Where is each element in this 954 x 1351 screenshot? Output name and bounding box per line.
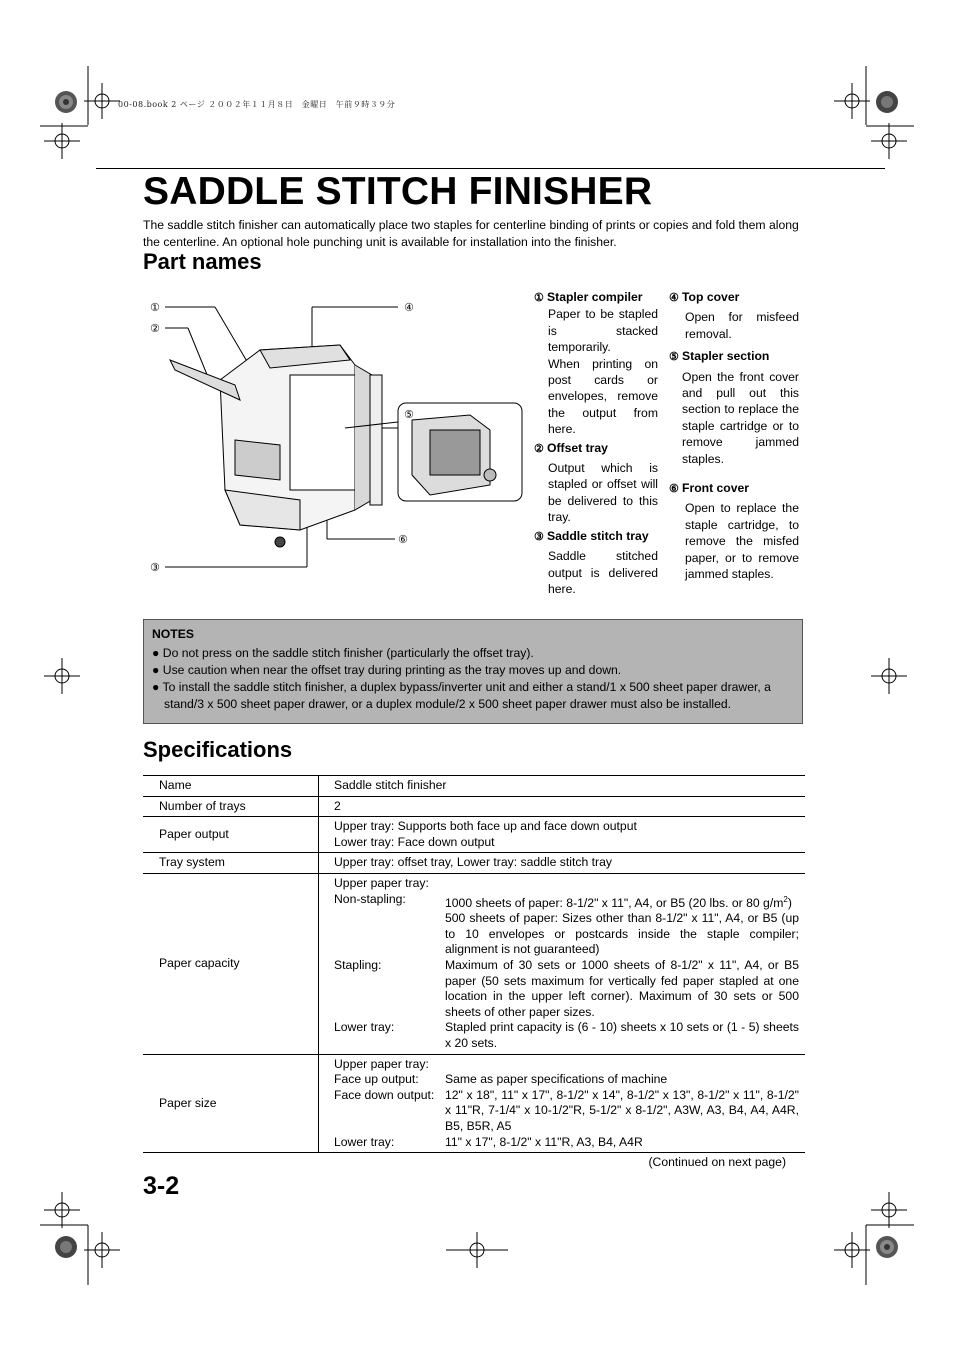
callout-5: ⑤ xyxy=(404,408,414,421)
notes-title: NOTES xyxy=(152,627,194,641)
callout-2: ② xyxy=(150,322,160,335)
file-header: 00-08.book 2 ページ ２００２年１１月８日 金曜日 午前９時３９分 xyxy=(118,100,396,109)
page-title: SADDLE STITCH FINISHER xyxy=(143,170,653,213)
page-number: 3-2 xyxy=(143,1172,180,1200)
table-row: Name Saddle stitch finisher xyxy=(143,776,805,797)
callout-3: ③ xyxy=(150,561,160,574)
table-row: Number of trays 2 xyxy=(143,796,805,817)
part-stapler-compiler: ① Stapler compiler Paper to be stapled is stacked temporarily. When printing on post cards or envelopes, remove the output from here. xyxy=(534,290,658,437)
callout-4: ④ xyxy=(404,301,414,314)
parts-column-right xyxy=(669,289,799,583)
parts-column-left xyxy=(534,289,658,597)
part-names-heading: Part names xyxy=(143,249,262,274)
continued-note: (Continued on next page) xyxy=(648,1155,786,1169)
table-row: Paper output Upper tray: Supports both face up and face down output Lower tray: Face down output xyxy=(143,817,805,853)
part-top-cover: ④ Top cover Open for misfeed removal. xyxy=(669,290,799,341)
part-front-cover: ⑥ Front cover Open to replace the staple cartridge, to remove the misfed paper, or to remove jammed staples. xyxy=(669,481,799,582)
intro-paragraph: The saddle stitch finisher can automatically place two staples for centerline binding of prints or copies and fold them along the centerline. An optional hole punching unit is available for installation into the finisher. xyxy=(143,218,799,249)
specifications-heading: Specifications xyxy=(143,737,293,762)
note-item: ● Use caution when near the offset tray during printing as the tray moves up and down. xyxy=(152,663,622,677)
finisher-illustration xyxy=(140,290,530,580)
table-row: Paper size Upper paper tray: Face up output: Same as paper specifications of machine Face down output: 12" x 18", 11" x 17", 8-1/2" x 14", 8-1/2" x 13", 8-1/2" x 11", 8-1/2" x 11"R, 7-1/4" x 10-1/2"R, 5-1/2" x 8-1/2", A3W, A3, B4, A4, A4R, B5, B5R, A5 Lower tray: 11" x 17", 8-1/2" x 11"R, A3, B4, A4R xyxy=(143,1054,805,1153)
table-row: Tray system Upper tray: offset tray, Lower tray: saddle stitch tray xyxy=(143,853,805,874)
callout-6: ⑥ xyxy=(398,533,408,546)
specifications-table xyxy=(143,775,805,1153)
callout-1: ① xyxy=(150,301,160,314)
title-rule xyxy=(96,168,885,169)
part-stapler-section: ⑤ Stapler section Open the front cover and pull out this section to replace the staple cartridge or to remove jammed staples. xyxy=(669,349,799,466)
part-offset-tray: ② Offset tray Output which is stapled or offset will be delivered to this tray. xyxy=(534,440,658,525)
table-row: Paper capacity Upper paper tray: Non-stapling: 1000 sheets of paper: 8-1/2" x 11", A4, or B5 (20 lbs. or 80 $g/m^2$) 500 sheets of paper: Sizes other than 8-1/2" x 11", A4, or B5 (up to 10 envelopes or postcards inside the staple compiler; alignment is not guaranteed) Stapling: Maximum of 30 sets or 1000 sheets of 8-1/2" x 11", A4, or B5 paper (50 sets maximum for vertically fed paper stapled at one location in the upper left corner). Maximum of 30 sets or 500 sheets of other paper sizes. Lower tray: Stapled print capacity is (6 - 10) sheets x 10 sets or (1 - 5) sheets x 20 sets. xyxy=(143,873,805,1054)
part-saddle-stitch-tray: ③ Saddle stitch tray Saddle stitched output is delivered here. xyxy=(534,528,658,596)
note-item: ● To install the saddle stitch finisher, a duplex bypass/inverter unit and either a stand/1 x 500 sheet paper drawer, a stand/3 x 500 sheet paper drawer, or a duplex module/2 x 500 sheet paper drawer must also be installed. xyxy=(152,680,771,711)
notes-box xyxy=(143,619,803,724)
note-item: ● Do not press on the saddle stitch finisher (particularly the offset tray). xyxy=(152,646,534,660)
